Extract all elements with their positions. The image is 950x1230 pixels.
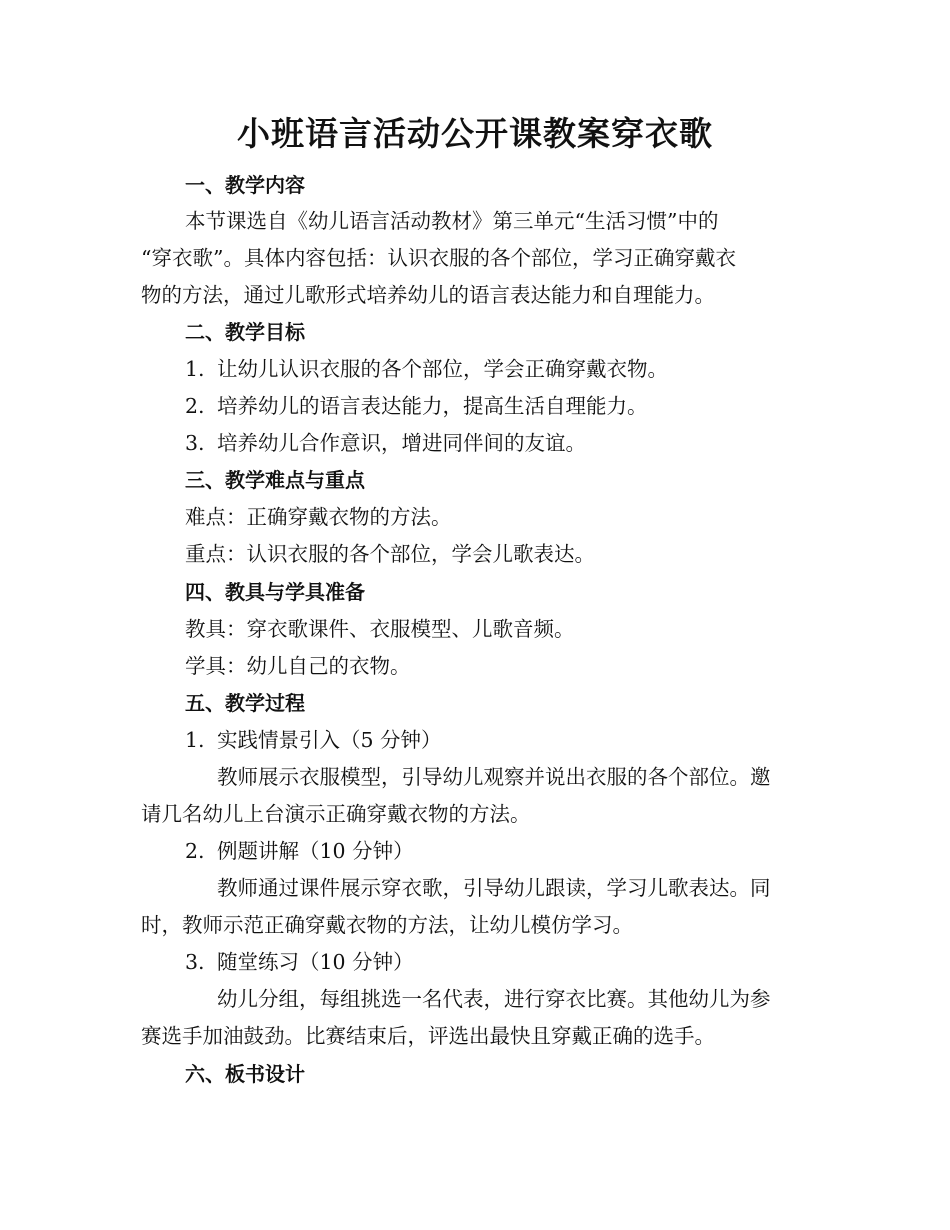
section-heading-content: 一、教学内容 bbox=[185, 173, 305, 197]
paragraph-line: 幼儿分组，每组挑选一名代表，进行穿衣比赛。其他幼儿为参 bbox=[217, 987, 771, 1011]
list-item bbox=[0, 833, 950, 870]
paragraph-line: 请几名幼儿上台演示正确穿戴衣物的方法。 bbox=[141, 802, 531, 826]
list-text: 培养幼儿的语言表达能力，提高生活自理能力。 bbox=[217, 394, 648, 418]
section-heading-goals: 二、教学目标 bbox=[185, 320, 305, 344]
list-number: 3. bbox=[185, 950, 205, 974]
section-heading-materials: 四、教具与学具准备 bbox=[185, 580, 365, 604]
paragraph-line: 教师通过课件展示穿衣歌，引导幼儿跟读，学习儿歌表达。同 bbox=[217, 876, 771, 900]
section-heading-process: 五、教学过程 bbox=[185, 691, 305, 715]
paragraph-line: 重点：认识衣服的各个部位，学会儿歌表达。 bbox=[185, 542, 595, 566]
paragraph-line: 难点：正确穿戴衣物的方法。 bbox=[185, 505, 452, 529]
paragraph-line: 物的方法，通过儿歌形式培养幼儿的语言表达能力和自理能力。 bbox=[141, 283, 715, 307]
section-heading-difficulty: 三、教学难点与重点 bbox=[185, 468, 365, 492]
paragraph-line: “穿衣歌”。具体内容包括：认识衣服的各个部位，学习正确穿戴衣 bbox=[141, 246, 736, 270]
list-item bbox=[0, 944, 950, 981]
list-number: 2. bbox=[185, 394, 205, 418]
paragraph-line: 本节课选自《幼儿语言活动教材》第三单元“生活习惯”中的 bbox=[185, 209, 719, 233]
paragraph-line: 赛选手加油鼓劲。比赛结束后，评选出最快且穿戴正确的选手。 bbox=[141, 1024, 715, 1048]
list-number: 3. bbox=[185, 431, 205, 455]
paragraph-line: 学具：幼儿自己的衣物。 bbox=[185, 654, 411, 678]
list-item bbox=[0, 722, 950, 759]
list-item bbox=[0, 388, 950, 425]
list-item bbox=[0, 351, 950, 388]
list-text: 例题讲解（10 分钟） bbox=[217, 839, 414, 863]
list-text: 培养幼儿合作意识，增进同伴间的友谊。 bbox=[217, 431, 586, 455]
paragraph-line: 时，教师示范正确穿戴衣物的方法，让幼儿模仿学习。 bbox=[141, 913, 633, 937]
list-text: 实践情景引入（5 分钟） bbox=[217, 728, 442, 752]
list-item bbox=[0, 425, 950, 462]
page-title: 小班语言活动公开课教案穿衣歌 bbox=[237, 114, 713, 153]
paragraph-line: 教师展示衣服模型，引导幼儿观察并说出衣服的各个部位。邀 bbox=[217, 765, 771, 789]
paragraph-line: 教具：穿衣歌课件、衣服模型、儿歌音频。 bbox=[185, 617, 575, 641]
list-text: 随堂练习（10 分钟） bbox=[217, 950, 414, 974]
list-number: 2. bbox=[185, 839, 205, 863]
list-number: 1. bbox=[185, 357, 205, 381]
list-number: 1. bbox=[185, 728, 205, 752]
list-text: 让幼儿认识衣服的各个部位，学会正确穿戴衣物。 bbox=[217, 357, 668, 381]
section-heading-board: 六、板书设计 bbox=[185, 1062, 305, 1086]
